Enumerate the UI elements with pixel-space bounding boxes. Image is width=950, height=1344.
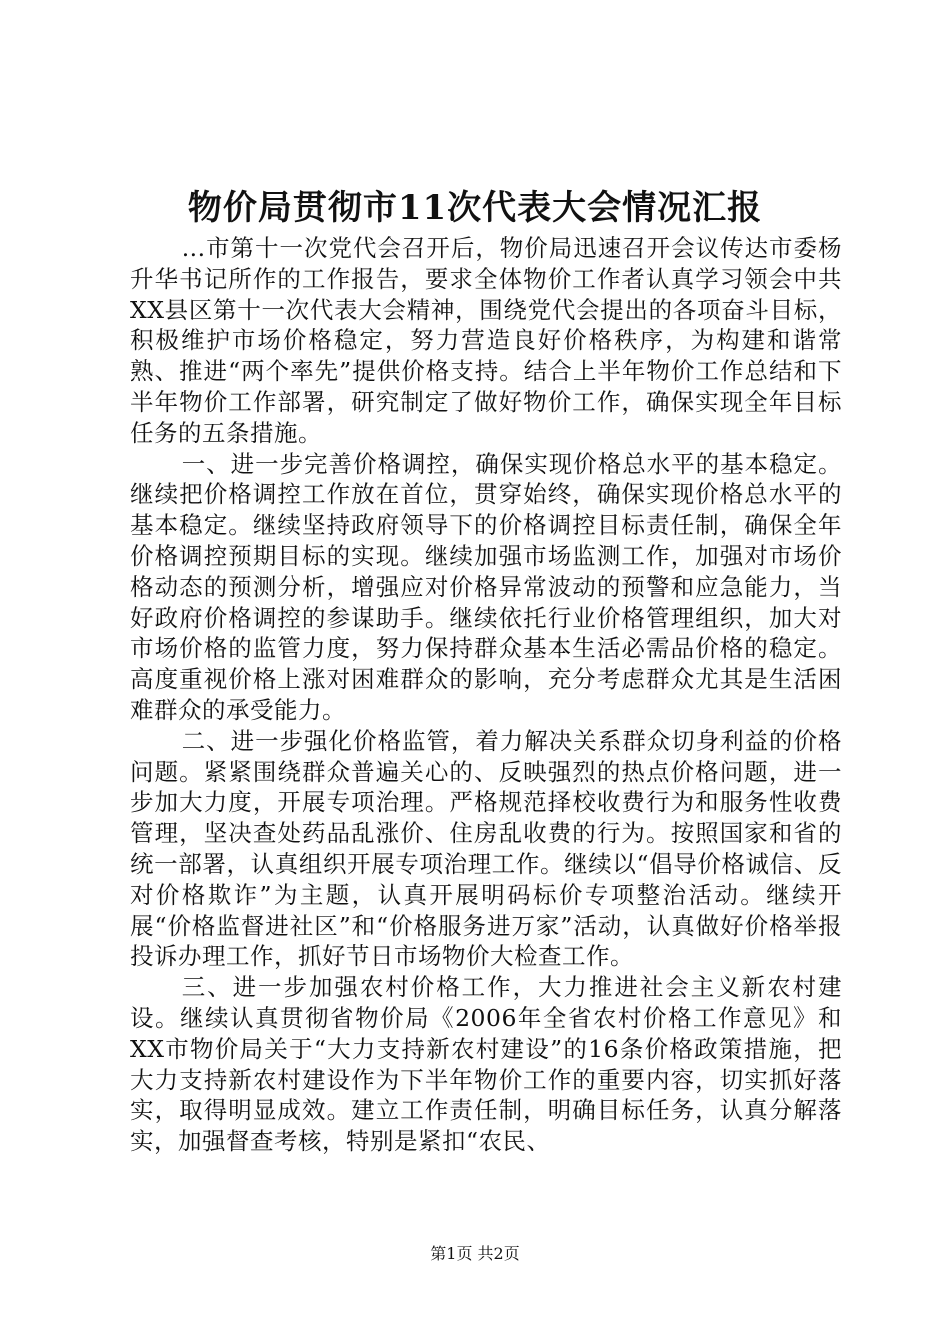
page-footer: 第1页 共2页: [430, 1244, 520, 1263]
paragraph-section-3: 三、进一步加强农村价格工作，大力推进社会主义新农村建设。继续认真贯彻省物价局《2006年全省农村价格工作意见》和XX市物价局关于“大力支持新农村建设”的16条价格政策措施，把大力支持新农村建设作为下半年物价工作的重要内容，切实抓好落实，取得明显成效。建立工作责任制，明确目标任务，认真分解落实，加强督查考核，特别是紧扣“农民、: [130, 973, 842, 1156]
paragraph-intro: ...市第十一次党代会召开后，物价局迅速召开会议传达市委杨升华书记所作的工作报告，要求全体物价工作者认真学习领会中共XX县区第十一次代表大会精神，围绕党代会提出的各项奋斗目标，积极维护市场价格稳定，努力营造良好价格秩序，为构建和谐常熟、推进“两个率先”提供价格支持。结合上半年物价工作总结和下半年物价工作部署，研究制定了做好物价工作，确保实现全年目标任务的五条措施。: [130, 234, 842, 447]
paragraph-section-2: 二、进一步强化价格监管，着力解决关系群众切身利益的价格问题。紧紧围绕群众普遍关心的、反映强烈的热点价格问题，进一步加大力度，开展专项治理。严格规范择校收费行为和服务性收费管理，坚决查处药品乱涨价、住房乱收费的行为。按照国家和省的统一部署，认真组织开展专项治理工作。继续以“倡导价格诚信、反对价格欺诈”为主题，认真开展明码标价专项整治活动。继续开展“价格监督进社区”和“价格服务进万家”活动，认真做好价格举报投诉办理工作，抓好节日市场物价大检查工作。: [130, 726, 842, 971]
paragraph-section-1: 一、进一步完善价格调控，确保实现价格总水平的基本稳定。继续把价格调控工作放在首位，贯穿始终，确保实现价格总水平的基本稳定。继续坚持政府领导下的价格调控目标责任制，确保全年价格调控预期目标的实现。继续加强市场监测工作，加强对市场价格动态的预测分析，增强应对价格异常波动的预警和应急能力，当好政府价格调控的参谋助手。继续依托行业价格管理组织，加大对市场价格的监管力度，努力保持群众基本生活必需品价格的稳定。高度重视价格上涨对困难群众的影响，充分考虑群众尤其是生活困难群众的承受能力。: [130, 449, 842, 724]
document-body: [130, 233, 842, 1157]
document-title: 物价局贯彻市11次代表大会情况汇报: [187, 188, 763, 228]
